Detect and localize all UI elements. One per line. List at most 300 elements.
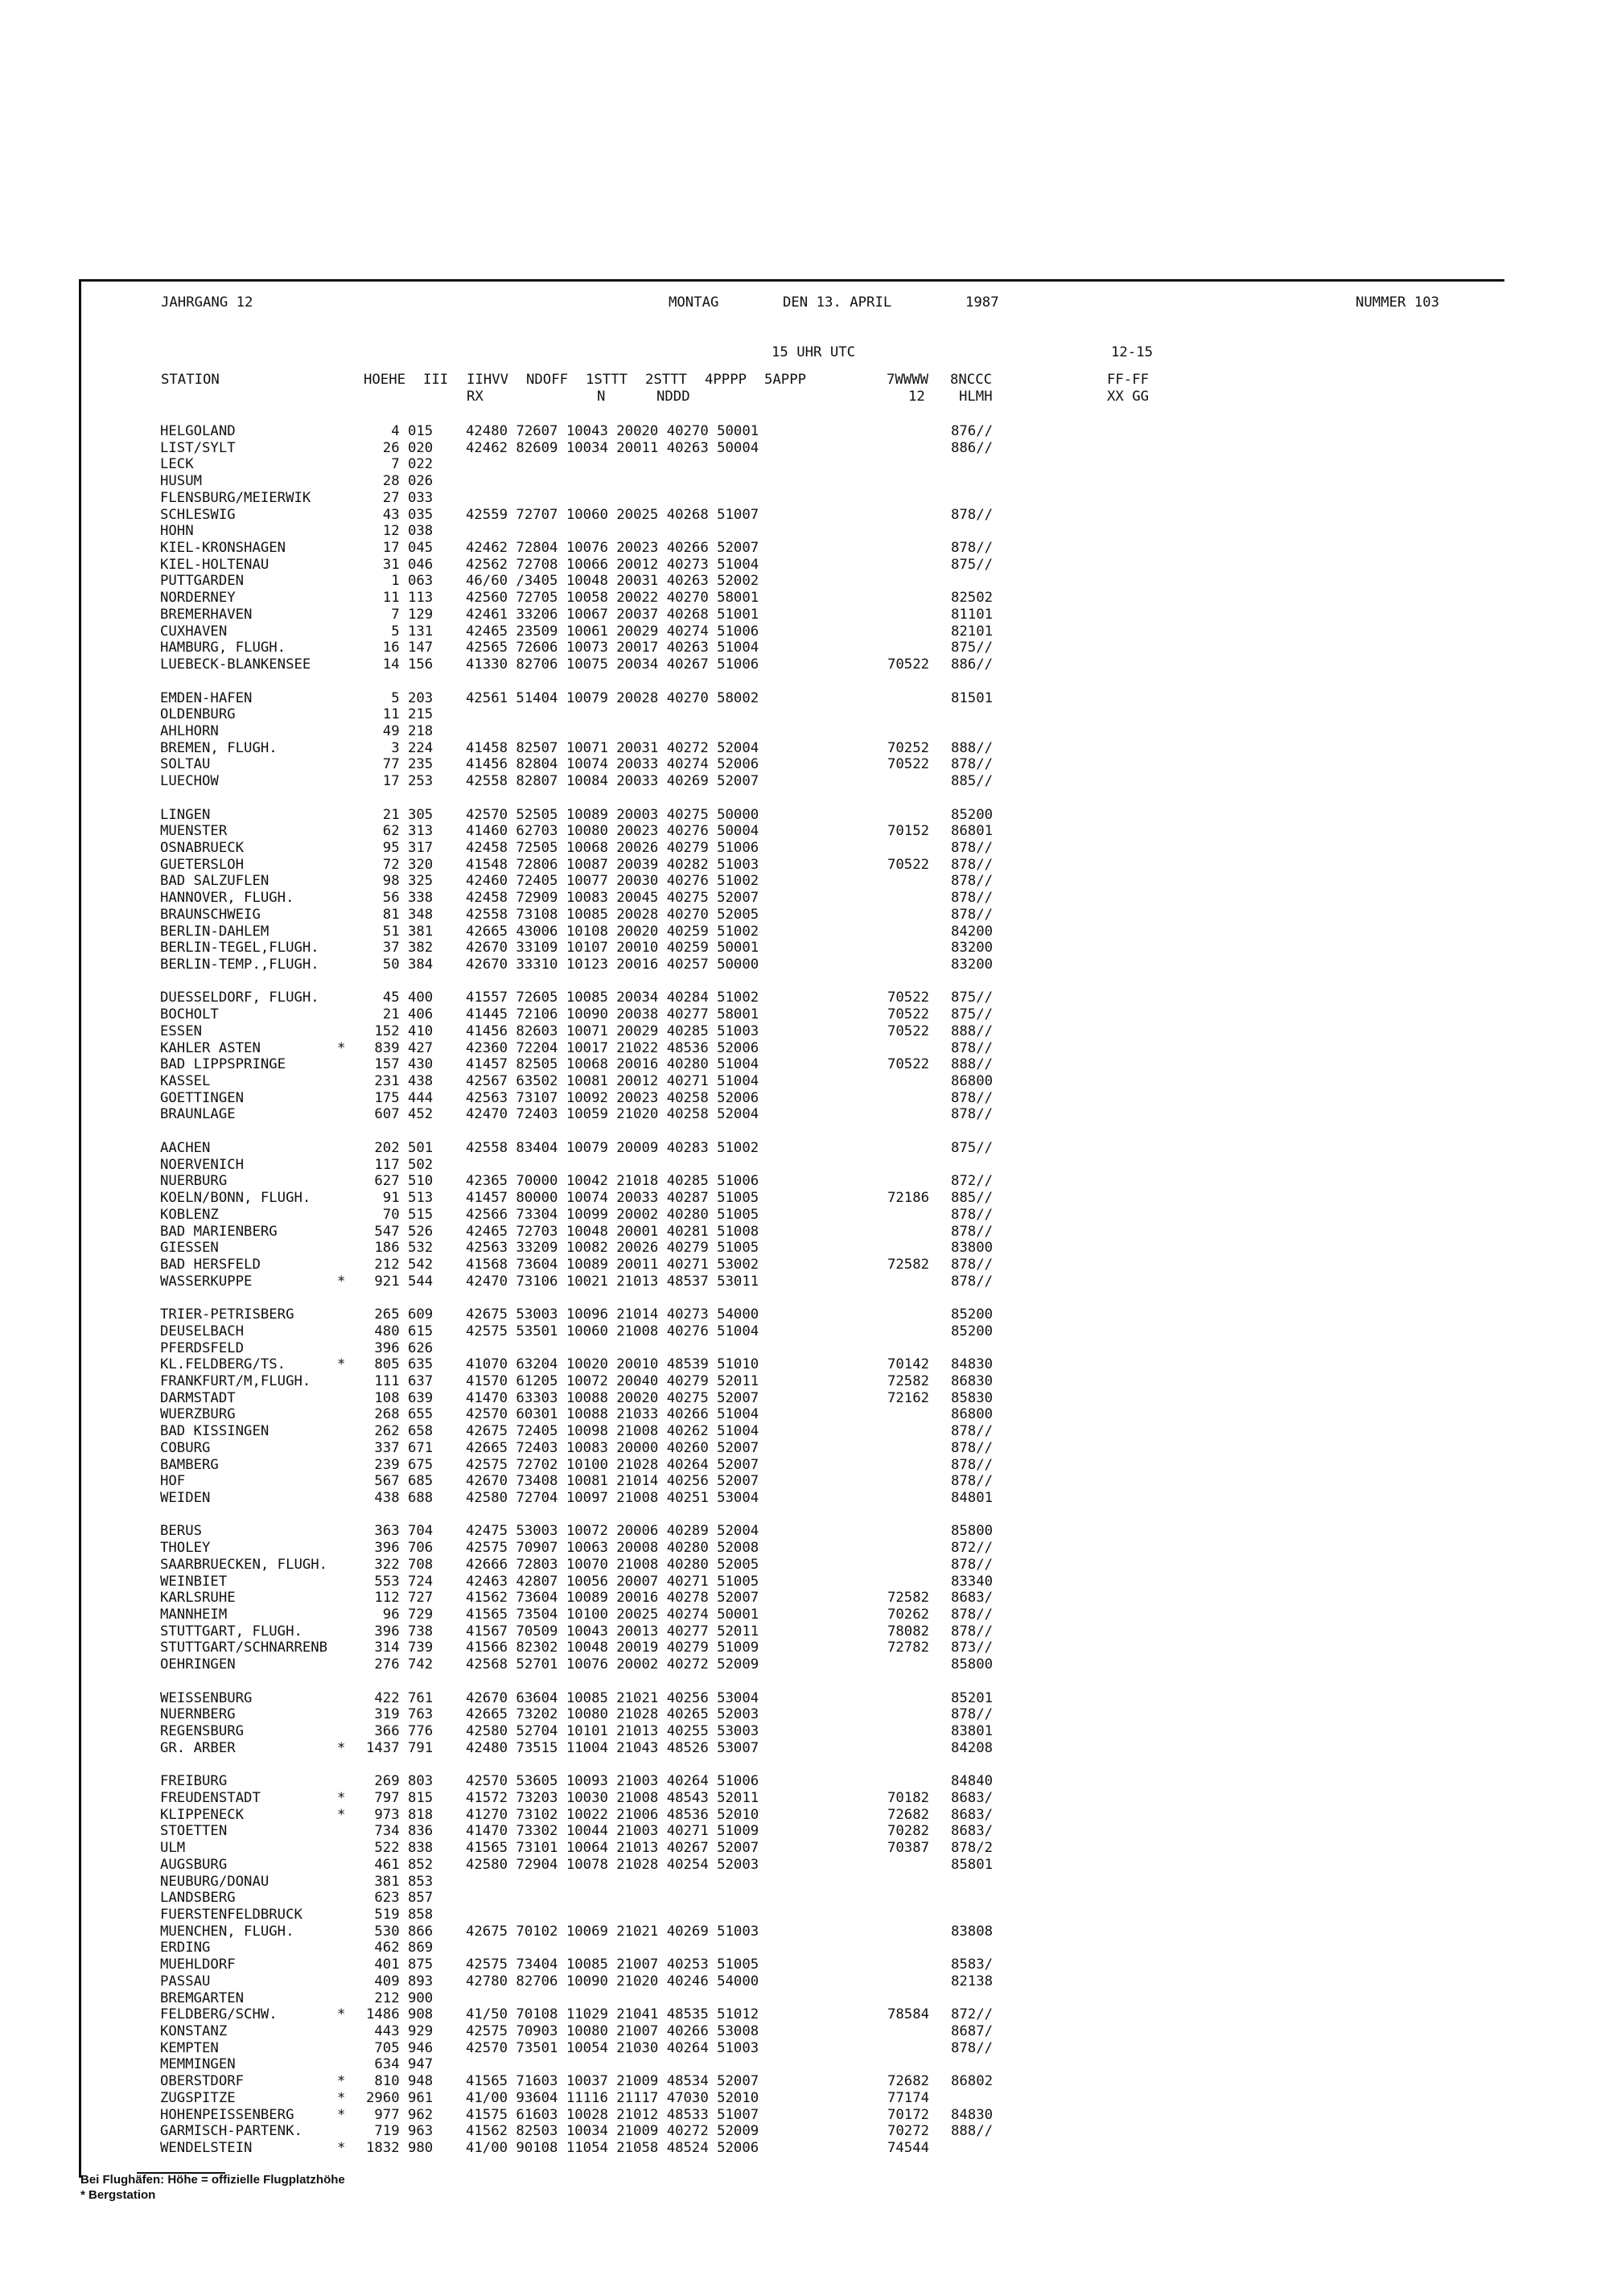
station-name: LUECHOW — [160, 773, 219, 790]
weather-group: 70252 — [887, 739, 930, 756]
station-id: 893 — [408, 1973, 434, 1989]
station-height: 7 — [391, 456, 400, 473]
station-name: LECK — [160, 456, 194, 473]
station-height: 43 — [382, 506, 400, 523]
cloud-group: 878// — [951, 1106, 994, 1123]
station-height: 239 — [374, 1456, 400, 1473]
cloud-group: 82101 — [951, 623, 994, 640]
station-height: 839 — [374, 1039, 400, 1056]
synop-groups: 42670 63604 10085 21021 40256 53004 — [466, 1689, 759, 1706]
station-id: 929 — [408, 2023, 434, 2039]
station-id: 962 — [408, 2106, 434, 2123]
station-id: 410 — [408, 1023, 434, 1039]
station-id: 038 — [408, 523, 434, 540]
weather-group: 72582 — [887, 1256, 930, 1273]
col-7wwww: 7WWWW — [887, 372, 929, 388]
col-1sttt: 1STTT — [586, 372, 628, 388]
station-name: BRAUNSCHWEIG — [160, 906, 261, 923]
station-id: 738 — [408, 1623, 434, 1640]
col-iii: III — [423, 372, 449, 388]
station-name: ESSEN — [160, 1023, 203, 1039]
col-2sttt-sub: NDDD — [656, 389, 690, 405]
cloud-group: 878// — [951, 1039, 994, 1056]
station-name: WENDELSTEIN — [160, 2140, 253, 2157]
station-name: MEMMINGEN — [160, 2056, 236, 2073]
weather-group: 70142 — [887, 1356, 930, 1373]
station-height: 56 — [382, 890, 400, 907]
station-id: 381 — [408, 923, 434, 940]
station-height: 16 — [382, 640, 400, 656]
station-name: FLENSBURG/MEIERWIK — [160, 489, 311, 506]
station-height: 1486 — [366, 2006, 400, 2023]
station-height: 98 — [382, 873, 400, 890]
synop-groups: 42461 33206 10067 20037 40268 51001 — [466, 606, 759, 623]
station-id: 688 — [408, 1490, 434, 1506]
cloud-group: 83340 — [951, 1573, 994, 1590]
station-name: MUENCHEN, FLUGH. — [160, 1923, 294, 1940]
station-id: 113 — [408, 590, 434, 607]
station-height: 269 — [374, 1773, 400, 1790]
synop-groups: 42462 72804 10076 20023 40266 52007 — [466, 540, 759, 557]
weather-group: 74544 — [887, 2140, 930, 2157]
cloud-group: 85200 — [951, 806, 994, 823]
station-name: BAD HERSFELD — [160, 1256, 261, 1273]
report-range: 12-15 — [1111, 344, 1154, 360]
station-name: GARMISCH-PARTENK. — [160, 2123, 302, 2140]
synop-groups: 42365 70000 10042 21018 40285 51006 — [466, 1173, 759, 1190]
cloud-group: 873// — [951, 1640, 994, 1656]
station-id: 131 — [408, 623, 434, 640]
mountain-marker: * — [337, 1789, 346, 1806]
station-name: WEINBIET — [160, 1573, 228, 1590]
synop-groups: 41330 82706 10075 20034 40267 51006 — [466, 656, 759, 673]
station-height: 337 — [374, 1439, 400, 1456]
cloud-group: 875// — [951, 640, 994, 656]
synop-groups: 42566 73304 10099 20002 40280 51005 — [466, 1206, 759, 1223]
station-name: FRANKFURT/M,FLUGH. — [160, 1372, 311, 1389]
station-name: PFERDSFELD — [160, 1339, 245, 1356]
station-id: 908 — [408, 2006, 434, 2023]
cloud-group: 83200 — [951, 957, 994, 973]
station-id: 671 — [408, 1439, 434, 1456]
station-height: 366 — [374, 1723, 400, 1740]
station-id: 869 — [408, 1940, 434, 1957]
cloud-group: 878// — [951, 1273, 994, 1290]
station-name: BAD LIPPSPRINGE — [160, 1056, 286, 1073]
mountain-marker: * — [337, 2073, 346, 2090]
weather-group: 70387 — [887, 1840, 930, 1857]
station-height: 51 — [382, 923, 400, 940]
station-name: CUXHAVEN — [160, 623, 228, 640]
station-height: 14 — [382, 656, 400, 673]
station-height: 202 — [374, 1139, 400, 1156]
station-name: WEISSENBURG — [160, 1689, 253, 1706]
station-id: 384 — [408, 957, 434, 973]
synop-groups: 41445 72106 10090 20038 40277 58001 — [466, 1006, 759, 1023]
mountain-marker: * — [337, 1739, 346, 1756]
station-name: KL.FELDBERG/TS. — [160, 1356, 286, 1373]
station-height: 461 — [374, 1856, 400, 1873]
station-id: 313 — [408, 823, 434, 840]
footnote-airport-height: Bei Flughäfen: Höhe = offizielle Flugplatzhöhe — [80, 2173, 345, 2187]
cloud-group: 83200 — [951, 940, 994, 957]
station-name: GOETTINGEN — [160, 1089, 245, 1106]
station-id: 501 — [408, 1139, 434, 1156]
station-height: 443 — [374, 2023, 400, 2039]
synop-groups: 41457 82505 10068 20016 40280 51004 — [466, 1056, 759, 1073]
station-id: 203 — [408, 689, 434, 706]
synop-groups: 41/00 90108 11054 21058 48524 52006 — [466, 2140, 759, 2157]
cloud-group: 885// — [951, 773, 994, 790]
cloud-group: 82138 — [951, 1973, 994, 1989]
station-height: 314 — [374, 1640, 400, 1656]
station-name: HOF — [160, 1473, 186, 1490]
col-8nccc: 8NCCC — [950, 372, 993, 388]
station-name: HAMBURG, FLUGH. — [160, 640, 286, 656]
station-height: 262 — [374, 1423, 400, 1440]
station-height: 977 — [374, 2106, 400, 2123]
station-name: AACHEN — [160, 1139, 211, 1156]
synop-groups: 41565 71603 10037 21009 48534 52007 — [466, 2073, 759, 2090]
station-height: 396 — [374, 1623, 400, 1640]
station-height: 973 — [374, 1806, 400, 1823]
cloud-group: 85200 — [951, 1306, 994, 1323]
cloud-group: 875// — [951, 556, 994, 573]
cloud-group: 878// — [951, 1706, 994, 1723]
synop-groups: 42465 23509 10061 20029 40274 51006 — [466, 623, 759, 640]
weather-group: 70522 — [887, 1056, 930, 1073]
synop-groups: 42470 72403 10059 21020 40258 52004 — [466, 1106, 759, 1123]
station-name: PUTTGARDEN — [160, 573, 245, 590]
cloud-group: 878// — [951, 540, 994, 557]
cloud-group: 86830 — [951, 1372, 994, 1389]
station-name: KIEL-KRONSHAGEN — [160, 540, 286, 557]
synop-groups: 41460 62703 10080 20023 40276 50004 — [466, 823, 759, 840]
station-name: NUERBURG — [160, 1173, 228, 1190]
station-name: HOHENPEISSENBERG — [160, 2106, 294, 2123]
weather-group: 72186 — [887, 1190, 930, 1207]
station-height: 112 — [374, 1590, 400, 1607]
cloud-group: 85830 — [951, 1389, 994, 1406]
bulletin-header — [161, 294, 1480, 312]
station-height: 50 — [382, 957, 400, 973]
synop-groups: 41470 73302 10044 21003 40271 51009 — [466, 1823, 759, 1840]
station-id: 776 — [408, 1723, 434, 1740]
station-height: 152 — [374, 1023, 400, 1039]
col-1sttt-sub: N — [597, 389, 606, 405]
station-name: STUTTGART/SCHNARRENB — [160, 1640, 328, 1656]
station-name: OSNABRUECK — [160, 839, 245, 856]
station-name: ULM — [160, 1840, 186, 1857]
weather-group: 70522 — [887, 856, 930, 873]
weather-group: 70152 — [887, 823, 930, 840]
cloud-group: 86801 — [951, 823, 994, 840]
station-name: NOERVENICH — [160, 1156, 245, 1173]
station-id: 635 — [408, 1356, 434, 1373]
station-name: MUENSTER — [160, 823, 228, 840]
cloud-group: 81101 — [951, 606, 994, 623]
station-id: 046 — [408, 556, 434, 573]
station-height: 422 — [374, 1689, 400, 1706]
station-height: 547 — [374, 1223, 400, 1240]
synop-groups: 42567 63502 10081 20012 40271 51004 — [466, 1073, 759, 1090]
synop-groups: 41562 82503 10034 21009 40272 52009 — [466, 2123, 759, 2140]
report-time: 15 UHR UTC — [772, 344, 856, 360]
weather-group: 70272 — [887, 2123, 930, 2140]
station-id: 022 — [408, 456, 434, 473]
synop-groups: 42575 70903 10080 21007 40266 53008 — [466, 2023, 759, 2039]
station-height: 175 — [374, 1089, 400, 1106]
station-id: 513 — [408, 1190, 434, 1207]
synop-groups: 42666 72803 10070 21008 40280 52005 — [466, 1556, 759, 1573]
station-id: 253 — [408, 773, 434, 790]
synop-groups: 41548 72806 10087 20039 40282 51003 — [466, 856, 759, 873]
station-name: WASSERKUPPE — [160, 1273, 253, 1290]
station-id: 818 — [408, 1806, 434, 1823]
weather-group: 70522 — [887, 1023, 930, 1039]
cloud-group: 878// — [951, 1089, 994, 1106]
station-name: NORDERNEY — [160, 590, 236, 607]
station-id: 742 — [408, 1656, 434, 1673]
station-height: 805 — [374, 1356, 400, 1373]
station-name: GIESSEN — [160, 1240, 219, 1257]
station-height: 81 — [382, 906, 400, 923]
synop-groups: 42460 72405 10077 20030 40276 51002 — [466, 873, 759, 890]
station-id: 129 — [408, 606, 434, 623]
station-id: 948 — [408, 2073, 434, 2090]
cloud-group: 83808 — [951, 1923, 994, 1940]
station-id: 685 — [408, 1473, 434, 1490]
station-id: 946 — [408, 2039, 434, 2056]
station-id: 317 — [408, 839, 434, 856]
synop-groups: 41572 73203 10030 21008 48543 52011 — [466, 1789, 759, 1806]
weather-group: 70182 — [887, 1789, 930, 1806]
station-name: BREMEN, FLUGH. — [160, 739, 278, 756]
station-height: 96 — [382, 1607, 400, 1623]
station-name: OBERSTDORF — [160, 2073, 245, 2090]
cloud-group: 82502 — [951, 590, 994, 607]
station-name: OEHRINGEN — [160, 1656, 236, 1673]
station-id: 452 — [408, 1106, 434, 1123]
weather-group: 70172 — [887, 2106, 930, 2123]
synop-groups: 42670 73408 10081 21014 40256 52007 — [466, 1473, 759, 1490]
station-id: 400 — [408, 990, 434, 1006]
station-id: 325 — [408, 873, 434, 890]
station-height: 705 — [374, 2039, 400, 2056]
station-height: 396 — [374, 1339, 400, 1356]
station-id: 655 — [408, 1406, 434, 1423]
station-id: 704 — [408, 1523, 434, 1540]
station-height: 480 — [374, 1323, 400, 1339]
station-height: 186 — [374, 1240, 400, 1257]
cloud-group: 84840 — [951, 1773, 994, 1790]
station-name: NUERNBERG — [160, 1706, 236, 1723]
station-id: 761 — [408, 1689, 434, 1706]
synop-groups: 41565 73101 10064 21013 40267 52007 — [466, 1840, 759, 1857]
station-name: KOBLENZ — [160, 1206, 219, 1223]
cloud-group: 84830 — [951, 2106, 994, 2123]
station-name: OLDENBURG — [160, 706, 236, 723]
station-height: 21 — [382, 806, 400, 823]
frame-top-rule — [79, 279, 1504, 282]
station-id: 675 — [408, 1456, 434, 1473]
station-height: 627 — [374, 1173, 400, 1190]
station-height: 95 — [382, 839, 400, 856]
synop-groups: 42470 73106 10021 21013 48537 53011 — [466, 1273, 759, 1290]
cloud-group: 872// — [951, 1540, 994, 1557]
cloud-group: 875// — [951, 990, 994, 1006]
synop-groups: 42570 73501 10054 21030 40264 51003 — [466, 2039, 759, 2056]
synop-groups: 42561 51404 10079 20028 40270 58002 — [466, 689, 759, 706]
synop-groups: 42570 52505 10089 20003 40275 50000 — [466, 806, 759, 823]
mountain-marker: * — [337, 2089, 346, 2106]
station-id: 838 — [408, 1840, 434, 1857]
station-name: LIST/SYLT — [160, 439, 236, 456]
station-name: BERLIN-TEGEL,FLUGH. — [160, 940, 319, 957]
station-height: 45 — [382, 990, 400, 1006]
synop-groups: 41/00 93604 11116 21117 47030 52010 — [466, 2089, 759, 2106]
synop-groups: 41457 80000 10074 20033 40287 51005 — [466, 1190, 759, 1207]
station-height: 31 — [382, 556, 400, 573]
station-name: BAMBERG — [160, 1456, 219, 1473]
station-id: 815 — [408, 1789, 434, 1806]
synop-groups: 41565 73504 10100 20025 40274 50001 — [466, 1607, 759, 1623]
station-name: DEUSELBACH — [160, 1323, 245, 1339]
station-height: 265 — [374, 1306, 400, 1323]
station-height: 7 — [391, 606, 400, 623]
station-name: FREUDENSTADT — [160, 1789, 261, 1806]
station-name: WEIDEN — [160, 1490, 211, 1506]
station-id: 035 — [408, 506, 434, 523]
cloud-group: 876// — [951, 423, 994, 439]
synop-groups: 42675 70102 10069 21021 40269 51003 — [466, 1923, 759, 1940]
station-height: 77 — [382, 756, 400, 773]
station-height: 268 — [374, 1406, 400, 1423]
station-height: 810 — [374, 2073, 400, 2090]
station-name: REGENSBURG — [160, 1723, 245, 1740]
synop-groups: 41575 61603 10028 21012 48533 51007 — [466, 2106, 759, 2123]
synop-groups: 42563 33209 10082 20026 40279 51005 — [466, 1240, 759, 1257]
cloud-group: 875// — [951, 1006, 994, 1023]
cloud-group: 84200 — [951, 923, 994, 940]
cloud-group: 878// — [951, 1439, 994, 1456]
station-id: 147 — [408, 640, 434, 656]
station-id: 858 — [408, 1906, 434, 1923]
station-height: 212 — [374, 1256, 400, 1273]
synop-groups: 42665 73202 10080 21028 40265 52003 — [466, 1706, 759, 1723]
station-id: 947 — [408, 2056, 434, 2073]
cloud-group: 878// — [951, 1623, 994, 1640]
station-name: BAD SALZUFLEN — [160, 873, 270, 890]
station-height: 3 — [391, 739, 400, 756]
cloud-group: 83801 — [951, 1723, 994, 1740]
station-id: 526 — [408, 1223, 434, 1240]
cloud-group: 8687/ — [951, 2023, 994, 2039]
station-name: SCHLESWIG — [160, 506, 236, 523]
station-id: 708 — [408, 1556, 434, 1573]
synop-groups: 42462 82609 10034 20011 40263 50004 — [466, 439, 759, 456]
station-height: 72 — [382, 856, 400, 873]
station-id: 637 — [408, 1372, 434, 1389]
station-height: 27 — [382, 489, 400, 506]
station-height: 37 — [382, 940, 400, 957]
cloud-group: 878// — [951, 1423, 994, 1440]
col-ndoff: NDOFF — [526, 372, 569, 388]
station-id: 218 — [408, 722, 434, 739]
synop-groups: 42780 82706 10090 21020 40246 54000 — [466, 1973, 759, 1989]
weather-group: 72682 — [887, 1806, 930, 1823]
station-height: 401 — [374, 1957, 400, 1973]
station-id: 739 — [408, 1640, 434, 1656]
synop-groups: 42665 72403 10083 20000 40260 52007 — [466, 1439, 759, 1456]
synop-groups: 42575 53501 10060 21008 40276 51004 — [466, 1323, 759, 1339]
station-name: STOETTEN — [160, 1823, 228, 1840]
synop-groups: 41458 82507 10071 20031 40272 52004 — [466, 739, 759, 756]
station-height: 519 — [374, 1906, 400, 1923]
station-height: 719 — [374, 2123, 400, 2140]
station-name: GR. ARBER — [160, 1739, 236, 1756]
station-height: 28 — [382, 473, 400, 490]
station-height: 553 — [374, 1573, 400, 1590]
station-name: STUTTGART, FLUGH. — [160, 1623, 302, 1640]
station-height: 11 — [382, 590, 400, 607]
weather-group: 78584 — [887, 2006, 930, 2023]
station-height: 322 — [374, 1556, 400, 1573]
cloud-group: 878/2 — [951, 1840, 994, 1857]
synop-groups: 42675 72405 10098 21008 40262 51004 — [466, 1423, 759, 1440]
synop-groups: 41470 63303 10088 20020 40275 52007 — [466, 1389, 759, 1406]
cloud-group: 81501 — [951, 689, 994, 706]
station-id: 900 — [408, 1989, 434, 2006]
station-id: 305 — [408, 806, 434, 823]
synop-groups: 42480 72607 10043 20020 40270 50001 — [466, 423, 759, 439]
station-name: BRAUNLAGE — [160, 1106, 236, 1123]
nummer: NUMMER 103 — [1356, 294, 1440, 311]
station-id: 430 — [408, 1056, 434, 1073]
station-height: 2960 — [366, 2089, 400, 2106]
station-height: 157 — [374, 1056, 400, 1073]
station-height: 91 — [382, 1190, 400, 1207]
station-id: 026 — [408, 473, 434, 490]
station-name: BERLIN-TEMP.,FLUGH. — [160, 957, 319, 973]
synop-groups: 42670 33310 10123 20016 40257 50000 — [466, 957, 759, 973]
weather-group: 70522 — [887, 656, 930, 673]
station-id: 857 — [408, 1890, 434, 1907]
synop-groups: 42570 60301 10088 21033 40266 51004 — [466, 1406, 759, 1423]
station-id: 406 — [408, 1006, 434, 1023]
weekday: MONTAG — [669, 294, 719, 311]
station-name: THOLEY — [160, 1540, 211, 1557]
weather-group: 72582 — [887, 1590, 930, 1607]
cloud-group: 84801 — [951, 1490, 994, 1506]
station-height: 108 — [374, 1389, 400, 1406]
cloud-group: 878// — [951, 1223, 994, 1240]
station-height: 734 — [374, 1823, 400, 1840]
synop-groups: 42558 83404 10079 20009 40283 51002 — [466, 1139, 759, 1156]
station-id: 502 — [408, 1156, 434, 1173]
synop-groups: 42580 52704 10101 21013 40255 53003 — [466, 1723, 759, 1740]
station-height: 26 — [382, 439, 400, 456]
station-id: 609 — [408, 1306, 434, 1323]
col-hoehe: HOEHE — [364, 372, 406, 388]
station-name: HUSUM — [160, 473, 203, 490]
station-height: 5 — [391, 689, 400, 706]
station-name: FREIBURG — [160, 1773, 228, 1790]
station-name: BAD MARIENBERG — [160, 1223, 278, 1240]
cloud-group: 8683/ — [951, 1590, 994, 1607]
cloud-group: 872// — [951, 1173, 994, 1190]
station-id: 961 — [408, 2089, 434, 2106]
